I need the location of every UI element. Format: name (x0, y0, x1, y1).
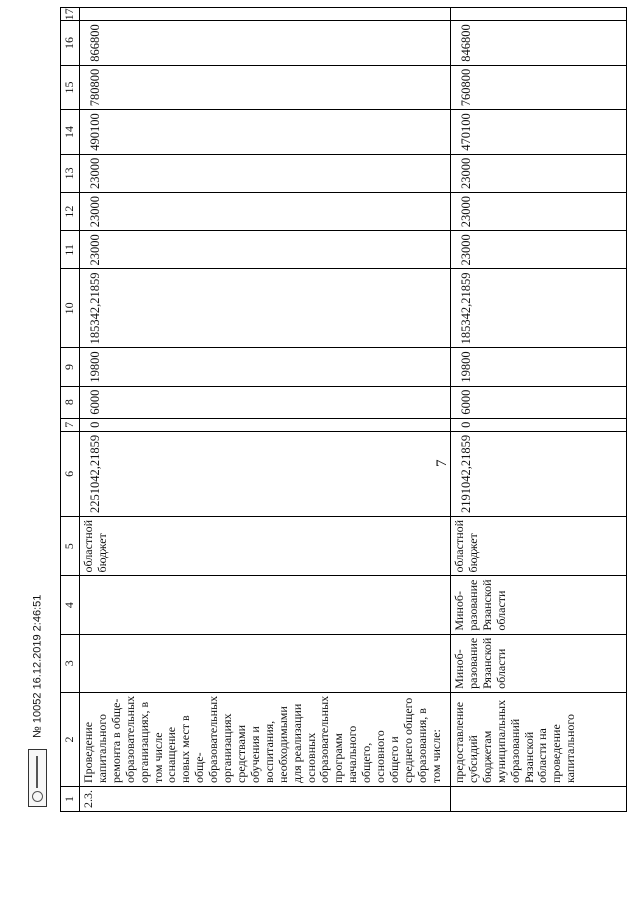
row-value: 0 (451, 418, 627, 431)
row-executor: Миноб-разование Рязанской области (451, 634, 627, 692)
row-value: 6000 (451, 386, 627, 418)
col-number: 9 (61, 348, 80, 386)
row-value: 0 (80, 418, 451, 431)
row-value: 23000 (451, 192, 627, 230)
col-number: 2 (61, 692, 80, 786)
col-number: 6 (61, 431, 80, 516)
row-value: 6000 (80, 386, 451, 418)
row-value: 23000 (80, 192, 451, 230)
document-stamp (28, 595, 47, 807)
col-number: 11 (61, 231, 80, 269)
row-value: 185342,21859 (80, 269, 451, 348)
col-number: 1 (61, 787, 80, 812)
row-value: 780800 (80, 65, 451, 110)
row-coexecutor (80, 576, 451, 634)
col-number: 4 (61, 576, 80, 634)
row-value: 19800 (80, 348, 451, 386)
col-number: 12 (61, 192, 80, 230)
row-id: 2.3. (80, 787, 451, 812)
row-value: 23000 (451, 231, 627, 269)
col-number: 15 (61, 65, 80, 110)
row-value: 866800 (80, 21, 451, 66)
col-number: 13 (61, 154, 80, 192)
row-coexecutor: Миноб-разование Рязанской области (451, 576, 627, 634)
col-number: 17 (61, 8, 80, 21)
row-value: 490100 (80, 110, 451, 155)
row-source: областной бюджет (451, 516, 627, 576)
row-value: 23000 (80, 231, 451, 269)
budget-table (60, 7, 627, 812)
column-number-row (61, 8, 80, 812)
row-value (451, 8, 627, 21)
table-row (451, 8, 627, 812)
registry-logo-icon (28, 749, 47, 807)
row-value: 470100 (451, 110, 627, 155)
col-number: 8 (61, 386, 80, 418)
row-executor (80, 634, 451, 692)
row-value: 23000 (80, 154, 451, 192)
col-number: 16 (61, 21, 80, 66)
row-description: предоставление субсидий бюджетам муниципальных образований Рязанской области на проведение капитального (451, 692, 627, 786)
table-row (80, 8, 451, 812)
stamp-text: № 10052 16.12.2019 2:46:51 (31, 594, 44, 738)
col-number: 7 (61, 418, 80, 431)
row-source: областной бюджет (80, 516, 451, 576)
row-description: Проведение капитального ремонта в обще-образовательных организациях, в том числе оснащение новых мест в обще-образовательных организациях средствами обучения и воспитания, необходимыми для реализации основных образовательных программ начального общего, основного общего и среднего общего образования, в том числе: (80, 692, 451, 786)
row-id (451, 787, 627, 812)
row-total: 2251042,21859 (80, 431, 451, 516)
page-number: 7 (434, 459, 450, 467)
row-value: 23000 (451, 154, 627, 192)
row-value (80, 8, 451, 21)
row-total: 2191042,21859 (451, 431, 627, 516)
row-value: 185342,21859 (451, 269, 627, 348)
col-number: 3 (61, 634, 80, 692)
col-number: 10 (61, 269, 80, 348)
row-value: 19800 (451, 348, 627, 386)
row-value: 846800 (451, 21, 627, 66)
col-number: 5 (61, 516, 80, 576)
row-value: 760800 (451, 65, 627, 110)
col-number: 14 (61, 110, 80, 155)
